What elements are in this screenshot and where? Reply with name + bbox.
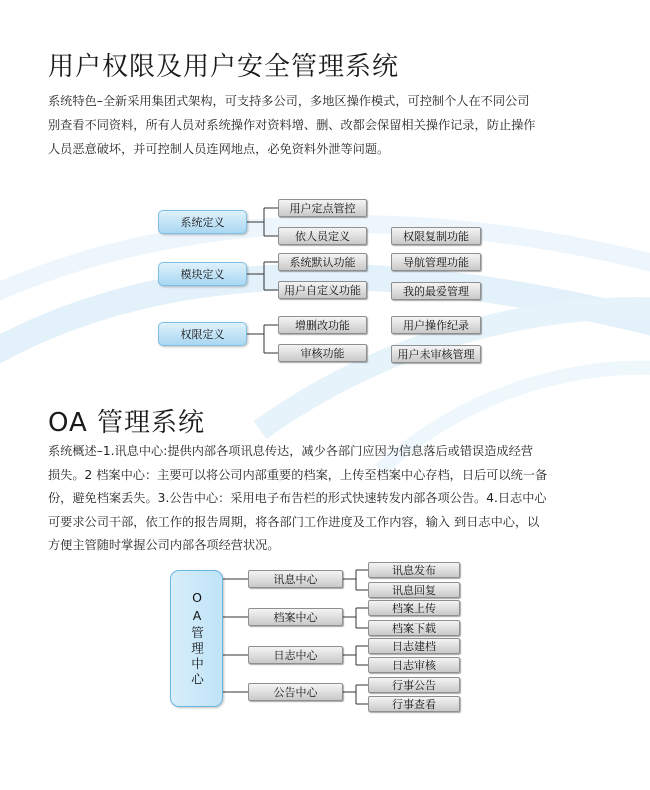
- node-system-default: 系统默认功能: [278, 253, 367, 271]
- node-event-view: 行事查看: [368, 696, 460, 712]
- section2-line: 损失。2 档案中心：主要可以将公司内部重要的档案，上传至档案中心存档，日后可以统一备: [48, 467, 548, 482]
- node-event-announce: 行事公告: [368, 677, 460, 693]
- feature-unreviewed-manage: 用户未审核管理: [391, 345, 481, 363]
- section2-title: OA 管理系统: [48, 408, 206, 438]
- node-archive-download: 档案下载: [368, 620, 460, 636]
- group-log-center: 日志中心: [248, 646, 343, 664]
- section1-title: 用户权限及用户安全管理系统: [48, 52, 400, 82]
- node-location-control: 用户定点管控: [278, 199, 367, 217]
- section2-line: 份，避免档案丢失。3.公告中心：采用电子布告栏的形式快速转发内部各项公告。4.日志中心: [48, 491, 547, 505]
- section1-line: 别查看不同资料，所有人员对系统操作对资料增、删、改都会保留相关操作记录，防止操作: [48, 118, 536, 132]
- section2-line: 可要求公司干部，依工作的报告周期，将各部门工作进度及工作内容，输入 到日志中心，以: [48, 514, 540, 529]
- feature-permission-copy: 权限复制功能: [391, 227, 481, 245]
- section2-line: 系统概述–1.讯息中心:提供内部各项讯息传达，减少各部门应因为信息落后或错误造成经营: [48, 444, 533, 458]
- feature-favorites-manage: 我的最爱管理: [391, 282, 481, 300]
- feature-operation-log: 用户操作纪录: [391, 316, 481, 334]
- group-module-definition: 模块定义: [158, 262, 247, 286]
- node-archive-upload: 档案上传: [368, 600, 460, 616]
- node-crud-function: 增删改功能: [278, 316, 367, 334]
- node-review-function: 审核功能: [278, 344, 367, 362]
- node-message-reply: 讯息回复: [368, 582, 460, 598]
- group-message-center: 讯息中心: [248, 570, 343, 588]
- node-message-publish: 讯息发布: [368, 562, 460, 578]
- group-permission-definition: 权限定义: [158, 322, 247, 346]
- section2-line: 方便主管随时掌握公司内部各项经营状况。: [48, 538, 280, 552]
- oa-management-center: [170, 570, 223, 707]
- node-log-review: 日志审核: [368, 657, 460, 673]
- group-system-definition: 系统定义: [158, 210, 247, 234]
- node-per-person-definition: 依人员定义: [278, 227, 367, 245]
- group-archive-center: 档案中心: [248, 608, 343, 626]
- section1-line: 系统特色–全新采用集团式架构，可支持多公司，多地区操作模式，可控制个人在不同公司: [48, 94, 530, 108]
- feature-navigation-manage: 导航管理功能: [391, 253, 481, 271]
- group-announcement-center: 公告中心: [248, 683, 343, 701]
- node-user-custom: 用户自定义功能: [278, 281, 367, 299]
- node-log-create: 日志建档: [368, 638, 460, 654]
- oa-root-label: OA管理中心: [189, 589, 205, 688]
- section1-line: 人员恶意破坏，并可控制人员连网地点，必免资料外泄等问题。: [48, 142, 390, 156]
